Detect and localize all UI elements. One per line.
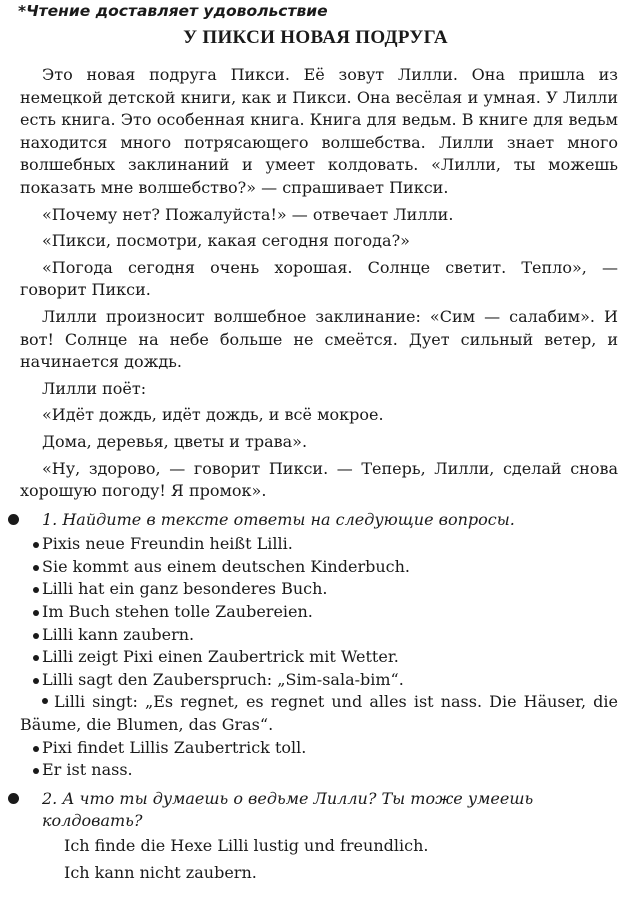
- story-paragraph: «Погода сегодня очень хорошая. Солнце светит. Тепло», — говорит Пикси.: [20, 257, 618, 300]
- answer-text: Sie kommt aus einem deutschen Kinderbuch.: [42, 556, 410, 576]
- reply-line: Ich kann nicht zaubern.: [64, 862, 257, 882]
- story-paragraph: «Идёт дождь, идёт дождь, и всё мокрое.: [42, 405, 384, 425]
- bullet-icon: [33, 587, 39, 593]
- answer-text: Pixi findet Lillis Zaubertrick toll.: [42, 737, 307, 757]
- answer-text: Pixis neue Freundin heißt Lilli.: [42, 534, 293, 554]
- bullet-icon: [33, 655, 39, 661]
- list-item: [20, 533, 618, 556]
- bullet-icon: [33, 565, 39, 571]
- story-paragraph: «Почему нет? Пожалуйста!» — отвечает Лилли.: [42, 204, 454, 224]
- list-item: [20, 669, 618, 692]
- list-item: [20, 737, 618, 760]
- answer-text: Lilli zeigt Pixi einen Zaubertrick mit Wetter.: [42, 647, 399, 667]
- list-item: [20, 624, 618, 647]
- answer-text: Lilli singt: „Es regnet, es regnet und alles ist nass. Die Häuser, die Bäume, die Blumen, das Gras“.: [20, 692, 618, 735]
- answer-text: Lilli hat ein ganz besonderes Buch.: [42, 579, 328, 599]
- task-1: [20, 509, 618, 532]
- story-paragraph: Дома, деревья, цветы и трава».: [42, 431, 308, 451]
- answer-text: Im Buch stehen tolle Zaubereien.: [42, 602, 313, 622]
- bullet-icon: [33, 768, 39, 774]
- list-item: [20, 578, 618, 601]
- section-label: *Чтение доставляет удовольствие: [18, 2, 328, 20]
- list-item: [20, 601, 618, 624]
- answer-list: [20, 533, 618, 782]
- bullet-icon: [33, 678, 39, 684]
- answer-text: Lilli sagt den Zauberspruch: „Sim-sala-bim“.: [42, 669, 404, 689]
- story-paragraph: «Пикси, посмотри, какая сегодня погода?»: [42, 231, 410, 251]
- task-marker-icon: [8, 514, 19, 525]
- bullet-icon: [42, 698, 48, 704]
- list-item: [20, 646, 618, 669]
- story-paragraph: «Ну, здорово, — говорит Пикси. — Теперь, Лилли, сделай снова хорошую погоду! Я промок».: [20, 458, 618, 501]
- task-2: [20, 788, 618, 833]
- bullet-icon: [33, 542, 39, 548]
- reply-line: Ich finde die Hexe Lilli lustig und freundlich.: [64, 836, 429, 855]
- bullet-icon: [33, 633, 39, 639]
- text-body: [20, 64, 618, 888]
- bullet-icon: [33, 746, 39, 752]
- task-1-label: 1. Найдите в тексте ответы на следующие вопросы.: [42, 509, 515, 529]
- answer-text: Lilli kann zaubern.: [42, 624, 195, 644]
- task-marker-icon: [8, 793, 19, 804]
- list-item: [20, 556, 618, 579]
- story-paragraph: Это новая подруга Пикси. Её зовут Лилли. Она пришла из немецкой детской книги, как и Пикси. Она весёлая и умная. У Лилли есть книга. Это особенная книга. Книга для ведьм. В книге для ведьм находится много потрясающего волшебства. Лилли знает много волшебных заклинаний и умеет колдовать. «Лилли, ты можешь показать мне волшебство?» — спрашивает Пикси.: [20, 65, 618, 197]
- list-item: [20, 759, 618, 782]
- task-2-label: 2. А что ты думаешь о ведьме Лилли? Ты тоже умеешь колдовать?: [42, 788, 534, 831]
- answer-text: Er ist nass.: [42, 760, 133, 780]
- bullet-icon: [33, 610, 39, 616]
- story-paragraph: Лилли поёт:: [42, 378, 147, 398]
- list-item: [20, 691, 618, 736]
- story-paragraph: Лилли произносит волшебное заклинание: «Сим — салабим». И вот! Солнце на небе больше не смеётся. Дует сильный ветер, и начинается дождь.: [20, 306, 618, 372]
- page-title: У ПИКСИ НОВАЯ ПОДРУГА: [183, 27, 448, 48]
